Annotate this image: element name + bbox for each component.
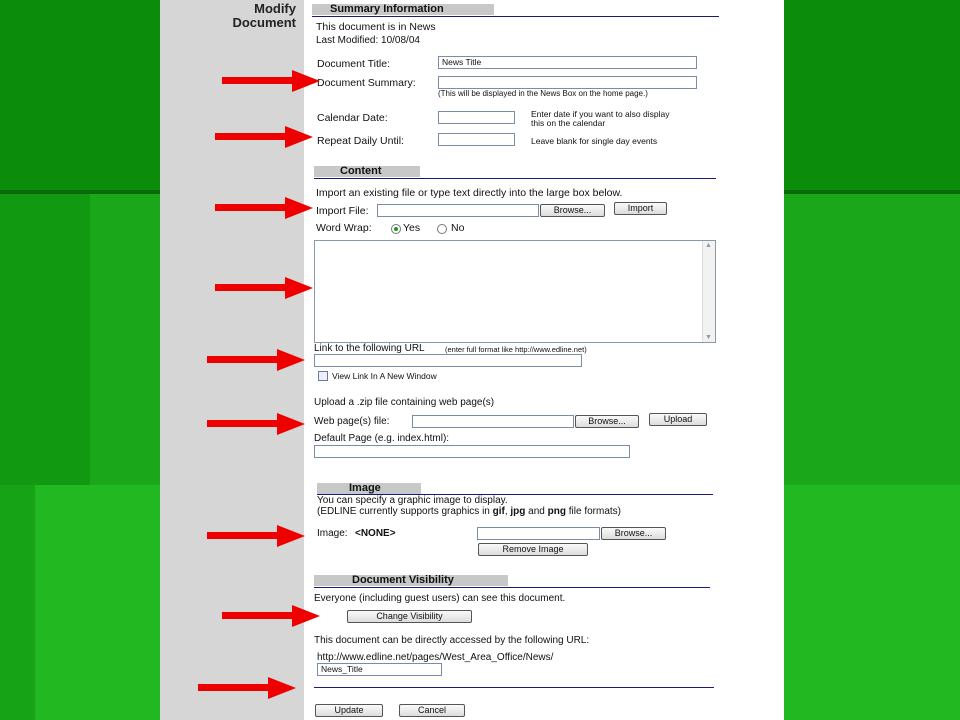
import-file-input[interactable] bbox=[377, 204, 539, 217]
direct-url-base: http://www.edline.net/pages/West_Area_Office/News/ bbox=[317, 652, 554, 663]
word-wrap-no-radio[interactable] bbox=[437, 224, 447, 234]
zip-upload-intro: Upload a .zip file containing web page(s) bbox=[314, 397, 495, 408]
content-section-header: Content bbox=[314, 166, 420, 177]
format-jpg: jpg bbox=[510, 506, 526, 517]
import-browse-button[interactable]: Browse... bbox=[540, 204, 605, 217]
cancel-button[interactable]: Cancel bbox=[399, 704, 465, 717]
remove-image-button[interactable]: Remove Image bbox=[478, 543, 588, 556]
repeat-daily-input[interactable] bbox=[438, 133, 515, 146]
content-text-area[interactable] bbox=[314, 240, 716, 343]
default-page-label: Default Page (e.g. index.html): bbox=[314, 433, 450, 444]
image-value: <NONE> bbox=[355, 528, 396, 539]
page-title: Modify Document bbox=[232, 1, 296, 30]
document-summary-label: Document Summary: bbox=[317, 77, 416, 89]
calendar-date-input[interactable] bbox=[438, 111, 515, 124]
document-summary-hint: (This will be displayed in the News Box on the home page.) bbox=[438, 89, 648, 98]
content-section-rule bbox=[314, 178, 716, 179]
visibility-section-rule bbox=[314, 587, 710, 588]
update-button[interactable]: Update bbox=[315, 704, 383, 717]
last-modified-text: Last Modified: 10/08/04 bbox=[316, 35, 420, 46]
text-area-scrollbar[interactable] bbox=[702, 241, 715, 342]
visibility-info-text: Everyone (including guest users) can see this document. bbox=[314, 593, 566, 604]
image-browse-button[interactable]: Browse... bbox=[601, 527, 666, 540]
link-url-input[interactable] bbox=[314, 354, 582, 367]
repeat-daily-hint: Leave blank for single day events bbox=[531, 136, 658, 146]
scroll-up-arrow-icon[interactable]: ▲ bbox=[705, 242, 712, 249]
scroll-down-arrow-icon[interactable]: ▼ bbox=[705, 334, 712, 341]
slide-background-left bbox=[0, 190, 90, 485]
red-arrow-icon bbox=[222, 70, 322, 92]
image-label: Image: bbox=[317, 528, 348, 539]
image-intro-line-1: You can specify a graphic image to display. bbox=[317, 495, 508, 506]
import-file-label: Import File: bbox=[316, 205, 369, 217]
new-window-checkbox[interactable] bbox=[318, 371, 328, 381]
red-arrow-icon bbox=[207, 349, 307, 371]
webpage-browse-button[interactable]: Browse... bbox=[575, 415, 639, 428]
new-window-label: View Link In A New Window bbox=[332, 371, 437, 381]
summary-section-rule bbox=[312, 16, 719, 17]
slide-background-left-bottom bbox=[0, 485, 35, 720]
document-title-input[interactable]: News Title bbox=[438, 56, 697, 69]
red-arrow-icon bbox=[222, 605, 322, 627]
format-separator-2: and bbox=[525, 506, 548, 517]
format-separator-1: , bbox=[504, 506, 511, 517]
word-wrap-label: Word Wrap: bbox=[316, 222, 372, 234]
visibility-section-header: Document Visibility bbox=[314, 575, 508, 586]
word-wrap-no-label: No bbox=[451, 222, 465, 234]
image-section-header: Image bbox=[317, 483, 421, 494]
change-visibility-button[interactable]: Change Visibility bbox=[347, 610, 472, 623]
summary-section-header: Summary Information bbox=[312, 4, 494, 15]
image-formats-prefix: (EDLINE currently supports graphics in bbox=[317, 506, 493, 517]
calendar-date-label: Calendar Date: bbox=[317, 112, 388, 124]
word-wrap-yes-radio[interactable] bbox=[391, 224, 401, 234]
red-arrow-icon bbox=[215, 277, 315, 299]
red-arrow-icon bbox=[207, 525, 307, 547]
image-formats-suffix: file formats) bbox=[565, 506, 621, 517]
format-png: png bbox=[547, 506, 566, 517]
direct-url-intro: This document can be directly accessed by the following URL: bbox=[314, 635, 590, 646]
red-arrow-icon bbox=[207, 413, 307, 435]
calendar-hint-line-2: this on the calendar bbox=[531, 118, 606, 128]
document-location-text: This document is in News bbox=[316, 21, 436, 33]
link-url-label: Link to the following URL bbox=[314, 343, 425, 354]
upload-button[interactable]: Upload bbox=[649, 413, 707, 426]
document-summary-input[interactable] bbox=[438, 76, 697, 89]
image-file-input[interactable] bbox=[477, 527, 600, 540]
calendar-hint-line-1: Enter date if you want to also display bbox=[531, 109, 670, 119]
repeat-daily-label: Repeat Daily Until: bbox=[317, 135, 404, 147]
red-arrow-icon bbox=[198, 677, 298, 699]
red-arrow-icon bbox=[215, 126, 315, 148]
image-intro-line-2 bbox=[317, 506, 621, 518]
url-slug-input[interactable]: News_Title bbox=[317, 663, 442, 676]
link-url-hint: (enter full format like http://www.edline.net) bbox=[445, 345, 587, 354]
import-intro-text: Import an existing file or type text directly into the large box below. bbox=[316, 187, 623, 199]
red-arrow-icon bbox=[215, 197, 315, 219]
webpage-file-label: Web page(s) file: bbox=[314, 416, 390, 427]
default-page-input[interactable] bbox=[314, 445, 630, 458]
import-button[interactable]: Import bbox=[614, 202, 667, 215]
format-gif: gif bbox=[492, 506, 505, 517]
word-wrap-yes-label: Yes bbox=[403, 222, 421, 234]
webpage-file-input[interactable] bbox=[412, 415, 574, 428]
form-bottom-divider bbox=[314, 687, 714, 688]
document-title-label: Document Title: bbox=[317, 58, 390, 70]
